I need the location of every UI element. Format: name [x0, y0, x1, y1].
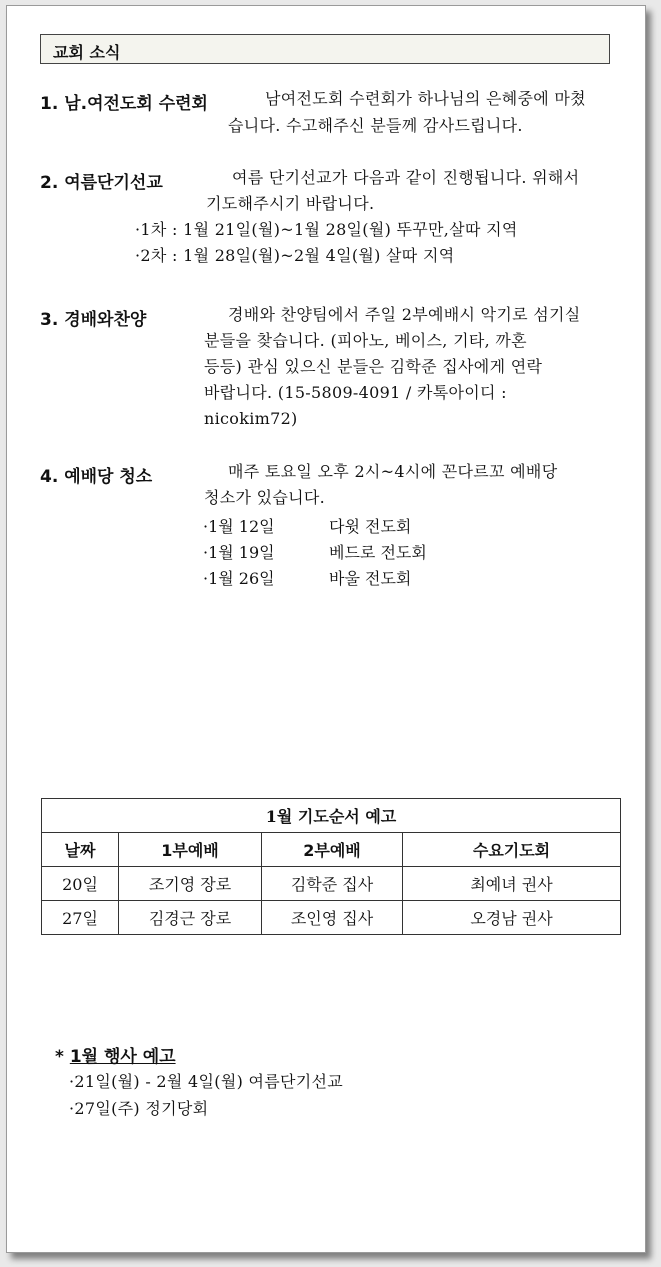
church-news-header [40, 34, 610, 64]
event-item: ·21일(월) - 2월 4일(월) 여름단기선교 [69, 1072, 344, 1091]
news-text: 여름 단기선교가 다음과 같이 진행됩니다. 위해서 [232, 168, 580, 187]
cleaning-date: ·1월 19일 [203, 543, 275, 562]
cleaning-group: 다윗 전도회 [329, 517, 412, 536]
cleaning-group: 바울 전도회 [329, 569, 412, 588]
news-text: nicokim72) [204, 409, 298, 428]
news-text: 습니다. 수고해주신 분들께 감사드립니다. [228, 116, 523, 135]
mission-item: ·1차 : 1월 21일(월)~1월 28일(월) 뚜꾸만,살따 지역 [135, 220, 518, 239]
table-cell: 김학준 집사 [262, 867, 403, 901]
events-bullet: * [55, 1047, 64, 1067]
news-text: 매주 토요일 오후 2시~4시에 꼰다르꼬 예배당 [228, 462, 558, 481]
column-header: 수요기도회 [403, 833, 621, 867]
prayer-order-table [41, 798, 621, 935]
column-header: 날짜 [42, 833, 119, 867]
prayer-table-title: 1월 기도순서 예고 [42, 799, 621, 833]
cleaning-date: ·1월 26일 [203, 569, 275, 588]
events-title [55, 1042, 176, 1067]
table-cell: 조인영 집사 [262, 901, 403, 935]
news-text: 남여전도회 수련회가 하나님의 은혜중에 마쳤 [265, 89, 586, 108]
column-header: 2부예배 [262, 833, 403, 867]
news-text: 경배와 찬양팀에서 주일 2부예배시 악기로 섬기실 [228, 305, 581, 324]
header-title: 교회 소식 [53, 43, 121, 62]
table-cell: 조기영 장로 [119, 867, 262, 901]
table-cell: 27일 [42, 901, 119, 935]
table-cell: 최예녀 권사 [403, 867, 621, 901]
news-text: 등등) 관심 있으신 분들은 김학준 집사에게 연락 [204, 357, 543, 376]
event-item: ·27일(주) 정기당회 [69, 1099, 209, 1118]
table-cell: 김경근 장로 [119, 901, 262, 935]
table-row [42, 901, 621, 935]
news-text: 분들을 찾습니다. (피아노, 베이스, 기타, 까혼 [204, 331, 527, 350]
table-cell: 오경남 권사 [403, 901, 621, 935]
cleaning-group: 베드로 전도회 [329, 543, 427, 562]
table-row [42, 867, 621, 901]
table-cell: 20일 [42, 867, 119, 901]
news-text: 바랍니다. (15-5809-4091 / 카톡아이디 : [204, 383, 507, 402]
mission-item: ·2차 : 1월 28일(월)~2월 4일(월) 살따 지역 [135, 246, 455, 265]
news-title-worship: 3. 경배와찬양 [40, 310, 147, 330]
news-text: 청소가 있습니다. [204, 488, 326, 507]
events-title-text: 1월 행사 예고 [69, 1047, 176, 1067]
news-text: 기도해주시기 바랍니다. [206, 194, 375, 213]
column-header: 1부예배 [119, 833, 262, 867]
cleaning-date: ·1월 12일 [203, 517, 275, 536]
news-title-cleaning: 4. 예배당 청소 [40, 467, 153, 487]
news-title-retreat: 1. 남.여전도회 수련회 [40, 94, 208, 114]
bulletin-page [6, 5, 646, 1253]
news-title-mission: 2. 여름단기선교 [40, 173, 163, 193]
